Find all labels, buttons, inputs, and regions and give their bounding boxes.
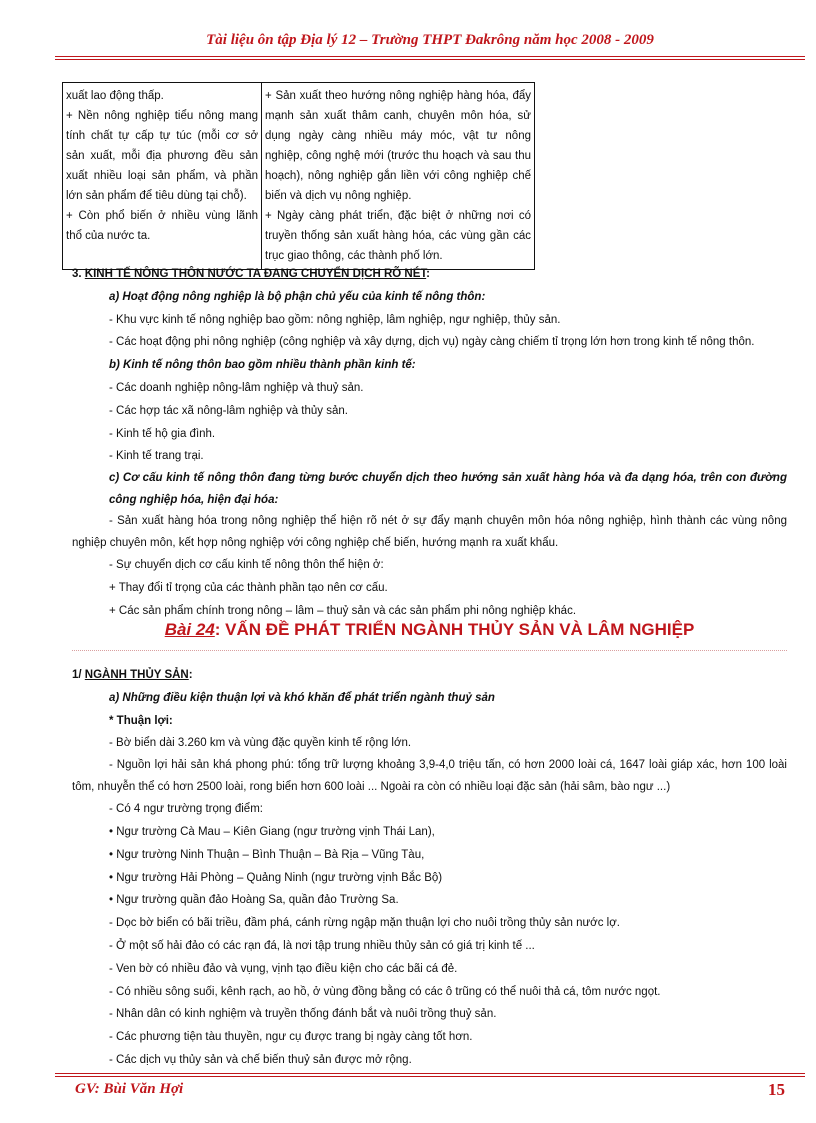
section-3-heading bbox=[72, 263, 787, 286]
list-item: - Các hợp tác xã nông-lâm nghiệp và thủy sản. bbox=[109, 404, 348, 417]
list-item: - Nguồn lợi hải sản khá phong phú: tổng trữ lượng khoảng 3,9-4,0 triệu tấn, có hơn 2000 loài cá, 1647 loài giáp xác, hơn 100 loài tôm, nhuyễn thể có hơn 2500 loài, rong biển hơn 600 loài ... Ngoài ra còn có nhiều loại đặc sản (hải sâm, bào ngư ...) bbox=[72, 759, 787, 793]
list-item: - Ở một số hải đảo có các rạn đá, là nơi tập trung nhiều thủy sản có giá trị kinh tế ... bbox=[109, 939, 535, 952]
list-item: - Kinh tế hộ gia đình. bbox=[109, 427, 216, 440]
subsection-a-title: a) Những điều kiện thuận lợi và khó khăn để phát triển ngành thuỷ sản bbox=[109, 691, 495, 704]
table-cell-right bbox=[262, 83, 535, 270]
list-item: - Dọc bờ biển có bãi triều, đầm phá, cánh rừng ngập mặn thuận lợi cho nuôi trồng thủy sản nước lợ. bbox=[109, 917, 620, 930]
table-left-line-1: xuất lao động thấp. bbox=[66, 90, 164, 102]
table-right-line-1: + Sản xuất theo hướng nông nghiệp hàng hóa, đẩy mạnh sản xuất thâm canh, chuyên môn hóa, sử dụng ngày càng nhiều máy móc, vật tư nông nghiệp, công nghệ mới (trước thu hoạch và sau thu hoạch), nông nghiệp gắn liền với công nghiệp chế biến và dịch vụ nông nghiệp. bbox=[265, 90, 531, 202]
footer-rule bbox=[55, 1073, 805, 1077]
table-left-line-3: + Còn phổ biến ở nhiều vùng lãnh thổ của nước ta. bbox=[66, 210, 258, 242]
header-rule bbox=[55, 56, 805, 60]
section-3-colon: : bbox=[426, 268, 430, 280]
section-1 bbox=[72, 664, 787, 1072]
list-item: • Ngư trường Hải Phòng – Quảng Ninh (ngư trường vịnh Bắc Bộ) bbox=[109, 871, 443, 884]
list-item: - Nhân dân có kinh nghiệm và truyền thống đánh bắt và nuôi trồng thuỷ sản. bbox=[109, 1008, 497, 1021]
list-item: - Có nhiều sông suối, kênh rạch, ao hồ, ở vùng đồng bằng có các ô trũng có thể nuôi thả cá, tôm nước ngọt. bbox=[109, 985, 661, 998]
advantages-title: * Thuận lợi: bbox=[109, 714, 173, 727]
lesson-rule bbox=[72, 650, 787, 651]
list-item: • Ngư trường Cà Mau – Kiên Giang (ngư trường vịnh Thái Lan), bbox=[109, 825, 435, 838]
list-item: + Các sản phẩm chính trong nông – lâm – thuỷ sản và các sản phẩm phi nông nghiệp khác. bbox=[109, 604, 577, 617]
section-3 bbox=[72, 263, 787, 623]
list-item: - Các doanh nghiệp nông-lâm nghiệp và thuỷ sản. bbox=[109, 381, 364, 394]
page-number: 15 bbox=[768, 1080, 785, 1099]
table-left-line-2: + Nền nông nghiệp tiểu nông mang tính chất tự cấp tự túc (mỗi cơ sở sản xuất, mỗi địa phương đều sản xuất nhiều loại sản phẩm, và phần lớn sản phẩm để tiêu dùng tại chỗ). bbox=[66, 110, 258, 202]
section-3-title: KINH TẾ NÔNG THÔN NƯỚC TA ĐANG CHUYỂN DỊCH RÕ NÉT bbox=[84, 268, 427, 280]
list-item: • Ngư trường Ninh Thuận – Bình Thuận – Bà Rịa – Vũng Tàu, bbox=[109, 848, 425, 861]
lesson-title: : VẤN ĐỀ PHÁT TRIỂN NGÀNH THỦY SẢN VÀ LÂM NGHIỆP bbox=[214, 620, 695, 639]
table-row bbox=[63, 83, 535, 270]
list-item: - Các dịch vụ thủy sản và chế biến thuỷ sản được mở rộng. bbox=[109, 1053, 412, 1066]
paragraph: - Sản xuất hàng hóa trong nông nghiệp thể hiện rõ nét ở sự đẩy mạnh chuyên môn hóa nông nghiệp, hình thành các vùng nông nghiệp chuyên môn, kết hợp nông nghiệp với công nghiệp chế biến, hướng mạnh ra xuất khẩu. bbox=[72, 515, 787, 549]
section-1-number: 1/ bbox=[72, 669, 85, 681]
subsection-b-title: b) Kinh tế nông thôn bao gồm nhiều thành phần kinh tế: bbox=[109, 359, 416, 372]
table-right-line-2: + Ngày càng phát triển, đặc biệt ở những nơi có truyền thống sản xuất hàng hóa, các vùng gần các trục giao thông, các thành phố lớn. bbox=[265, 210, 531, 262]
section-1-title: NGÀNH THỦY SẢN bbox=[84, 669, 189, 681]
list-item: - Có 4 ngư trường trọng điểm: bbox=[109, 803, 263, 816]
lesson-heading bbox=[72, 620, 787, 640]
list-item: - Ven bờ có nhiều đảo và vụng, vịnh tạo điều kiện cho các bãi cá đẻ. bbox=[109, 962, 458, 975]
table-cell-left bbox=[63, 83, 262, 270]
footer-author: GV: Bùi Văn Hợi bbox=[75, 1081, 184, 1097]
list-item: - Các phương tiện tàu thuyền, ngư cụ được trang bị ngày càng tốt hơn. bbox=[109, 1031, 473, 1044]
section-3-number: 3. bbox=[72, 268, 85, 280]
paragraph: - Khu vực kinh tế nông nghiệp bao gồm: nông nghiệp, lâm nghiệp, ngư nghiệp, thủy sản. bbox=[109, 313, 561, 326]
lesson-label: Bài 24 bbox=[164, 620, 215, 639]
list-item: • Ngư trường quần đảo Hoàng Sa, quần đảo Trường Sa. bbox=[109, 894, 399, 907]
page-header-title: Tài liệu ôn tập Địa lý 12 – Trường THPT Đakrông năm học 2008 - 2009 bbox=[206, 32, 654, 48]
list-item: - Bờ biển dài 3.260 km và vùng đặc quyền kinh tế rộng lớn. bbox=[109, 737, 412, 750]
comparison-table bbox=[62, 82, 535, 270]
section-1-colon: : bbox=[188, 669, 193, 681]
paragraph: - Các hoạt động phi nông nghiệp (công nghiệp và xây dựng, dịch vụ) ngày càng chiếm tỉ trọng lớn hơn trong kinh tế nông thôn. bbox=[109, 336, 755, 349]
section-1-heading bbox=[72, 664, 787, 687]
list-item: - Kinh tế trang trại. bbox=[109, 450, 204, 463]
subsection-a-title: a) Hoạt động nông nghiệp là bộ phận chủ yếu của kinh tế nông thôn: bbox=[109, 290, 486, 303]
list-item: + Thay đổi tỉ trọng của các thành phần tạo nên cơ cấu. bbox=[109, 581, 388, 594]
subsection-c-title: c) Cơ cấu kinh tế nông thôn đang từng bước chuyển dịch theo hướng sản xuất hàng hóa và đa dạng hóa, trên con đường công nghiệp hóa, hiện đại hóa: bbox=[109, 472, 787, 506]
paragraph: - Sự chuyển dịch cơ cấu kinh tế nông thôn thể hiện ở: bbox=[109, 559, 384, 572]
